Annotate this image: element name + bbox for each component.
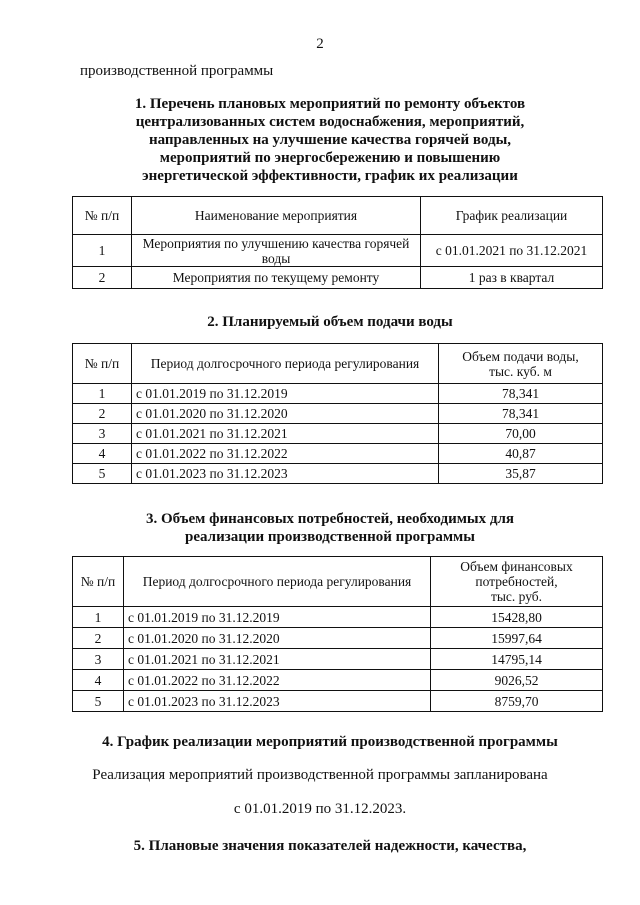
value-cell: 70,00 [439,424,603,444]
table-row [73,444,603,464]
value-cell: 40,87 [439,444,603,464]
period-cell: с 01.01.2021 по 31.12.2021 [132,424,439,444]
period-cell: с 01.01.2020 по 31.12.2020 [124,628,431,649]
row-number: 3 [73,649,124,670]
table-row [73,628,603,649]
value-cell: 78,341 [439,404,603,424]
table-row [73,607,603,628]
header-cell: Наименование мероприятия [132,197,421,235]
header-cell: № п/п [73,197,132,235]
table-row [73,649,603,670]
row-number: 1 [73,607,124,628]
header-cell: № п/п [73,344,132,384]
value-cell: 15997,64 [431,628,603,649]
table-row [73,384,603,404]
page-number: 2 [316,36,324,52]
period-cell: с 01.01.2021 по 31.12.2021 [124,649,431,670]
period-cell: с 01.01.2019 по 31.12.2019 [124,607,431,628]
row-number: 3 [73,424,132,444]
row-number: 1 [73,235,132,267]
row-number: 2 [73,267,132,289]
header-cell: № п/п [73,557,124,607]
header-cell: Объем подачи воды, тыс. куб. м [439,344,603,384]
row-number: 4 [73,670,124,691]
period-cell: с 01.01.2019 по 31.12.2019 [132,384,439,404]
period-cell: с 01.01.2020 по 31.12.2020 [132,404,439,424]
activity-schedule: 1 раз в квартал [421,267,603,289]
period-cell: с 01.01.2023 по 31.12.2023 [124,691,431,712]
section4-text-line1: Реализация мероприятий производственной программы запланирована [92,767,548,783]
section5-title: 5. Плановые значения показателей надежности, качества, [133,838,527,854]
table-row [73,267,603,289]
header-cell: График реализации [421,197,603,235]
table-row [73,670,603,691]
title-line: реализации производственной программы [185,529,475,545]
section2-title: 2. Планируемый объем подачи воды [207,314,453,330]
water-supply-table [72,343,603,484]
title-line: мероприятий по энергосбережению и повышению [159,150,501,166]
title-line: 3. Объем финансовых потребностей, необходимых для [145,511,515,527]
section1-title [60,95,600,185]
title-line: направленных на улучшение качества горячей воды, [148,132,512,148]
activity-name: Мероприятия по текущему ремонту [132,267,421,289]
value-cell: 35,87 [439,464,603,484]
activities-table [72,196,603,289]
table-row [73,691,603,712]
table-row [73,404,603,424]
value-cell: 14795,14 [431,649,603,670]
section4-title: 4. График реализации мероприятий производственной программы [102,734,558,750]
period-cell: с 01.01.2022 по 31.12.2022 [124,670,431,691]
table-header-row [73,557,603,607]
lead-text: производственной программы [80,63,274,79]
row-number: 5 [73,464,132,484]
value-cell: 15428,80 [431,607,603,628]
title-line: централизованных систем водоснабжения, мероприятий, [135,114,525,130]
row-number: 5 [73,691,124,712]
header-cell: Объем финансовых потребностей, тыс. руб. [431,557,603,607]
row-number: 4 [73,444,132,464]
header-cell: Период долгосрочного периода регулирования [132,344,439,384]
value-cell: 78,341 [439,384,603,404]
value-cell: 9026,52 [431,670,603,691]
table-header-row [73,197,603,235]
header-cell: Период долгосрочного периода регулирования [124,557,431,607]
period-cell: с 01.01.2022 по 31.12.2022 [132,444,439,464]
financial-needs-table [72,556,603,712]
row-number: 2 [73,628,124,649]
value-cell: 8759,70 [431,691,603,712]
table-row [73,464,603,484]
section3-title [60,510,600,546]
activity-name: Мероприятия по улучшению качества горячей воды [132,235,421,267]
table-row [73,235,603,267]
section4-text-line2: с 01.01.2019 по 31.12.2023. [233,801,407,817]
row-number: 1 [73,384,132,404]
title-line: 1. Перечень плановых мероприятий по ремонту объектов [134,96,526,112]
title-line: энергетической эффективности, график их реализации [142,168,518,184]
period-cell: с 01.01.2023 по 31.12.2023 [132,464,439,484]
activity-schedule: с 01.01.2021 по 31.12.2021 [421,235,603,267]
table-header-row [73,344,603,384]
row-number: 2 [73,404,132,424]
table-row [73,424,603,444]
